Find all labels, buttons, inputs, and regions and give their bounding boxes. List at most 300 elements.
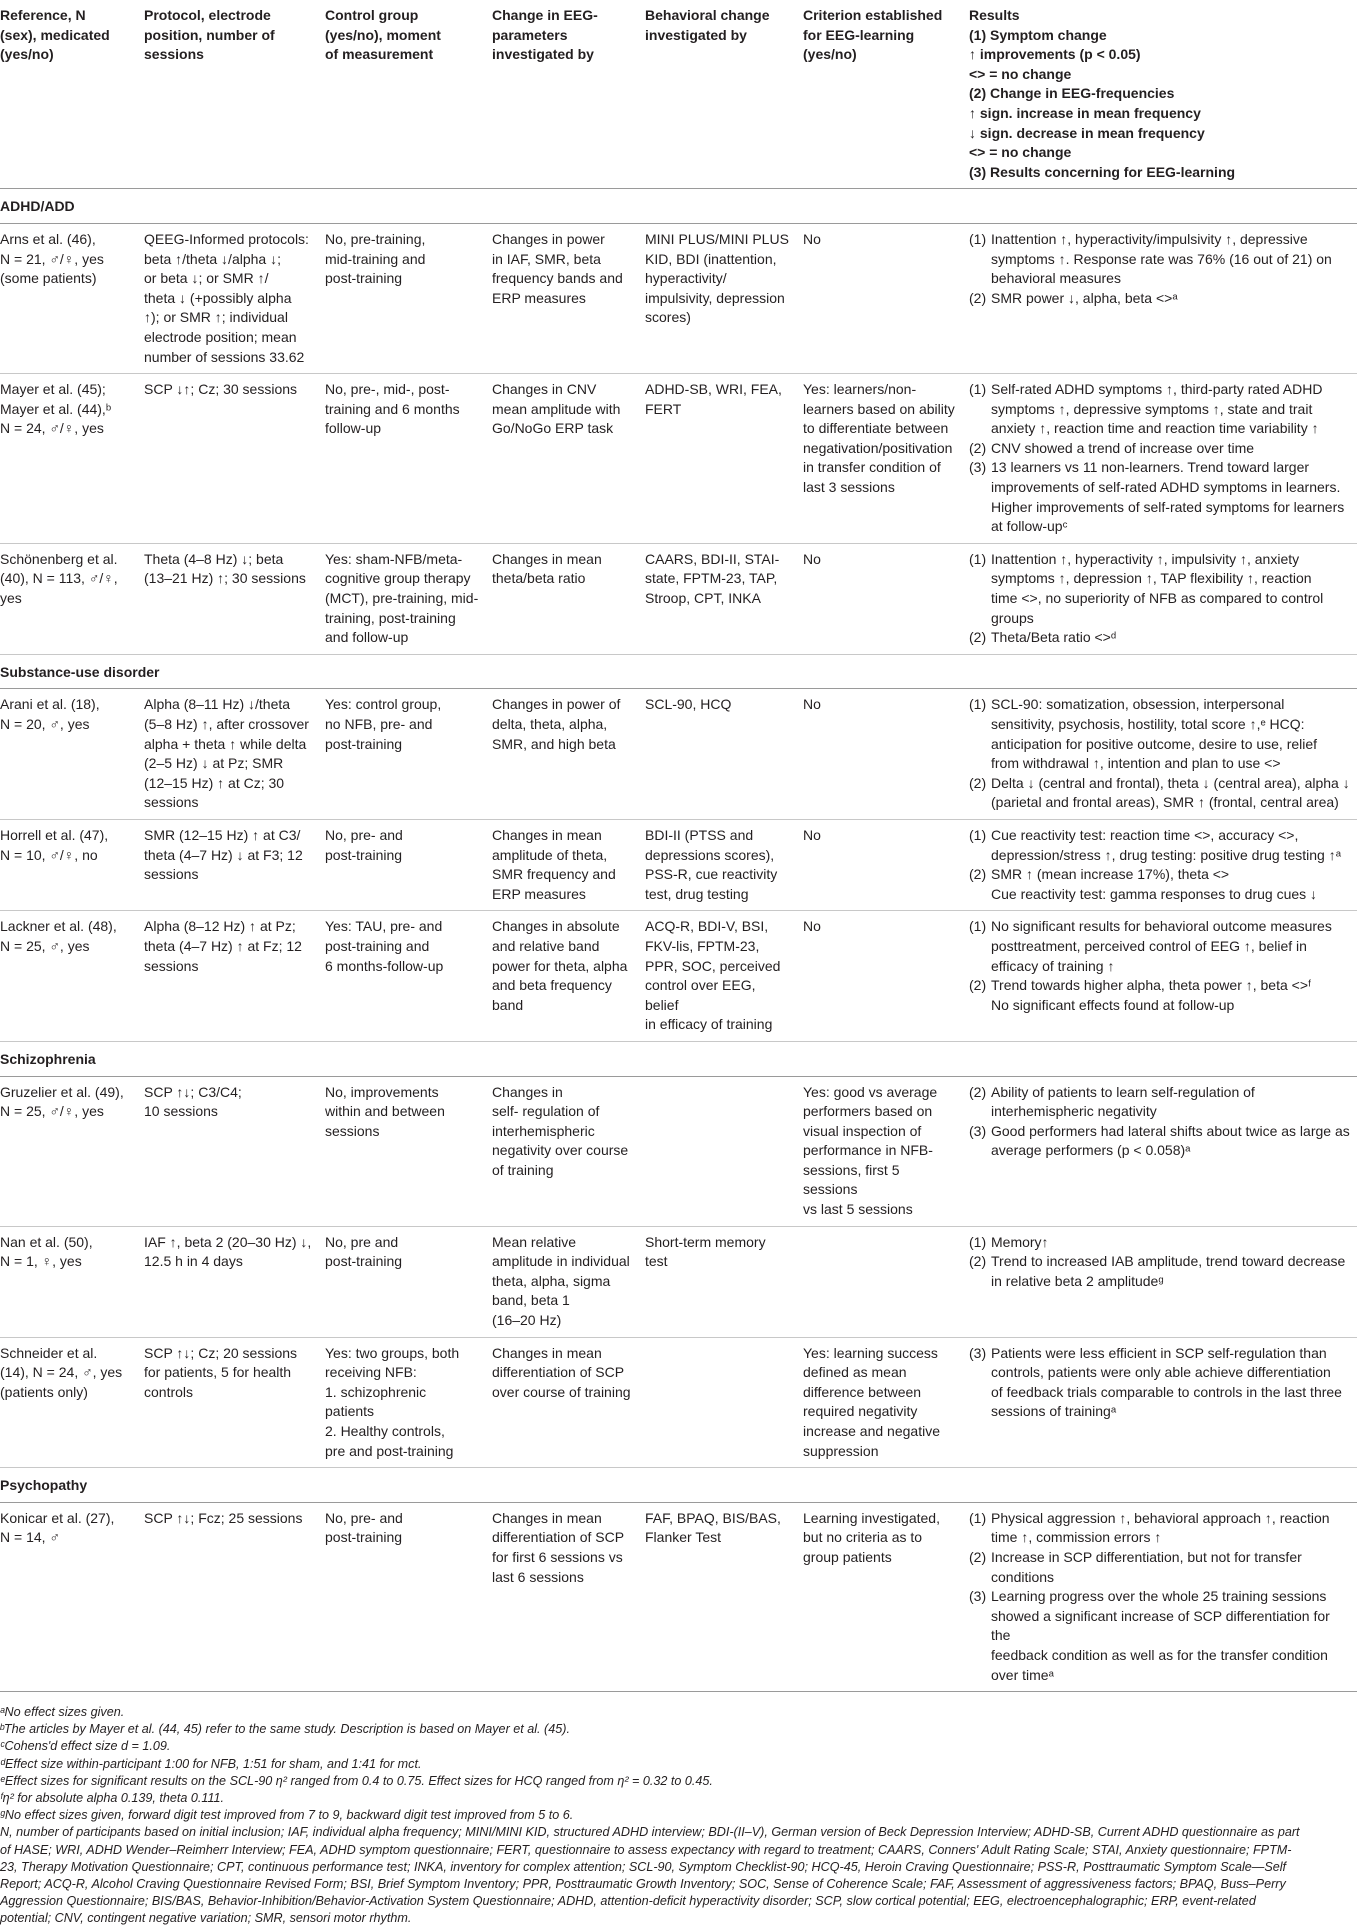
cell-line: 10 sessions bbox=[144, 1103, 218, 1120]
cell-line: N = 25, ♂/♀, yes bbox=[0, 1103, 104, 1120]
criterion-cell bbox=[797, 689, 963, 820]
cell-line: CNV showed a trend of increase over time bbox=[991, 439, 1255, 456]
result-item bbox=[969, 230, 1351, 289]
cell-line: within and between bbox=[325, 1103, 445, 1120]
cell-line: KID, BDI (inattention, bbox=[645, 250, 777, 267]
footnote-line: Report; ACQ-R, Alcohol Craving Questionnaire Revised Form; BSI, Brief Symptom Inventory; PPR, Posttraumatic Growth Inventory; SOC, Sense of Coherence Scale; FAF, Assessment of aggressiveness factors; BPAQ, Buss–Perry bbox=[0, 1877, 1286, 1892]
cell-line: Alpha (8–11 Hz) ↓/theta bbox=[144, 696, 291, 713]
cell-line: training, post-training bbox=[325, 609, 456, 626]
cell-line: Flanker Test bbox=[645, 1529, 721, 1546]
cell-line: band, beta 1 bbox=[492, 1292, 570, 1309]
cell-line: SCL-90, HCQ bbox=[645, 696, 732, 713]
result-item bbox=[969, 917, 1351, 976]
eeg-parameters-cell bbox=[486, 543, 639, 654]
section-heading-row bbox=[0, 1468, 1357, 1503]
cell-line: (1) Symptom change bbox=[969, 26, 1107, 43]
section-heading: Psychopathy bbox=[0, 1468, 1357, 1503]
results-cell bbox=[963, 1226, 1357, 1337]
criterion-cell bbox=[797, 223, 963, 373]
cell-line: post-training bbox=[325, 1253, 403, 1270]
result-number: (3) bbox=[969, 1344, 987, 1361]
protocol-cell bbox=[138, 1502, 319, 1691]
result-item bbox=[969, 826, 1351, 865]
cell-line: suppression bbox=[803, 1442, 879, 1459]
result-number: (2) bbox=[969, 866, 987, 883]
cell-line: impulsivity, depression bbox=[645, 289, 785, 306]
result-number: (3) bbox=[969, 1122, 987, 1139]
cell-line: Good performers had lateral shifts about twice as large as bbox=[991, 1122, 1350, 1139]
protocol-cell bbox=[138, 374, 319, 544]
cell-line: Schönenberg et al. bbox=[0, 550, 118, 567]
cell-line: performers based on bbox=[803, 1103, 933, 1120]
criterion-cell bbox=[797, 911, 963, 1042]
result-item bbox=[969, 458, 1351, 536]
results-cell bbox=[963, 1337, 1357, 1468]
results-cell bbox=[963, 223, 1357, 373]
result-text bbox=[991, 458, 1351, 536]
result-number: (1) bbox=[969, 918, 987, 935]
cell-line: (5–8 Hz) ↑, after crossover bbox=[144, 716, 309, 732]
reference-cell bbox=[0, 1076, 138, 1226]
results-cell bbox=[963, 689, 1357, 820]
cell-line: for first 6 sessions vs bbox=[492, 1548, 623, 1565]
cell-line: groups bbox=[991, 609, 1034, 626]
cell-line: (sex), medicated bbox=[0, 26, 110, 43]
cell-line: sessions bbox=[144, 794, 199, 811]
cell-line: performance in NFB- bbox=[803, 1142, 933, 1159]
cell-line: band bbox=[492, 996, 524, 1013]
cell-line: theta/beta ratio bbox=[492, 570, 586, 587]
cell-line: required negativity bbox=[803, 1403, 918, 1420]
footnote-line: ᵃNo effect sizes given. bbox=[0, 1705, 125, 1719]
protocol-cell bbox=[138, 911, 319, 1042]
cell-line: N = 24, ♂/♀, yes bbox=[0, 420, 104, 437]
cell-line: SMR (12–15 Hz) ↑ at C3/ bbox=[144, 826, 301, 843]
result-item bbox=[969, 1548, 1351, 1587]
result-item bbox=[969, 695, 1351, 773]
cell-line: Learning progress over the whole 25 training sessions bbox=[991, 1588, 1327, 1605]
eeg-parameters-cell bbox=[486, 819, 639, 910]
footnote-line: ᵈEffect size within-participant 1:00 for NFB, 1:51 for sham, and 1:41 for mct. bbox=[0, 1756, 422, 1771]
cell-line: Change in EEG- bbox=[492, 7, 598, 23]
result-number: (1) bbox=[969, 696, 987, 713]
results-cell bbox=[963, 911, 1357, 1042]
cell-line: Protocol, electrode bbox=[144, 7, 271, 23]
result-item bbox=[969, 1252, 1351, 1291]
cell-line: post-training and bbox=[325, 937, 430, 954]
section-heading-row bbox=[0, 1041, 1357, 1076]
control-group-cell bbox=[319, 223, 486, 373]
cell-line: at follow-upᶜ bbox=[991, 518, 1068, 535]
cell-line: time <>, no superiority of NFB as compared to control bbox=[991, 590, 1324, 607]
result-item bbox=[969, 1509, 1351, 1548]
table-body bbox=[0, 189, 1357, 1692]
cell-line: visual inspection of bbox=[803, 1122, 922, 1139]
cell-line: post-training bbox=[325, 270, 403, 287]
result-text bbox=[991, 289, 1351, 309]
criterion-cell bbox=[797, 1226, 963, 1337]
behavioral-change-cell bbox=[639, 1502, 797, 1691]
cell-line: (13–21 Hz) ↑; 30 sessions bbox=[144, 570, 306, 587]
header-results bbox=[963, 0, 1357, 189]
cell-line: interhemispheric negativity bbox=[991, 1103, 1157, 1120]
result-item bbox=[969, 550, 1351, 628]
cell-line: Changes in bbox=[492, 1083, 563, 1100]
result-number: (1) bbox=[969, 550, 987, 567]
cell-line: Changes in mean bbox=[492, 1509, 602, 1526]
footnote-line: ᵇThe articles by Mayer et al. (44, 45) refer to the same study. Description is based on Mayer et al. (45). bbox=[0, 1722, 570, 1737]
section-heading: Schizophrenia bbox=[0, 1041, 1357, 1076]
control-group-cell bbox=[319, 374, 486, 544]
result-item bbox=[969, 774, 1351, 813]
behavioral-change-cell bbox=[639, 1337, 797, 1468]
cell-line: Inattention ↑, hyperactivity ↑, impulsivity ↑, anxiety bbox=[991, 550, 1300, 567]
cell-line: Yes: learning success bbox=[803, 1344, 938, 1361]
cell-line: power for theta, alpha bbox=[492, 957, 628, 974]
cell-line: Changes in CNV bbox=[492, 381, 597, 398]
cell-line: differentiation of SCP bbox=[492, 1529, 625, 1546]
cell-line: electrode position; mean bbox=[144, 328, 297, 345]
control-group-cell bbox=[319, 911, 486, 1042]
cell-line: last 6 sessions bbox=[492, 1568, 584, 1585]
cell-line: (MCT), pre-training, mid- bbox=[325, 590, 479, 607]
cell-line: Self-rated ADHD symptoms ↑, third-party rated ADHD bbox=[991, 381, 1323, 398]
cell-line: average performers (p < 0.058)ᵃ bbox=[991, 1142, 1191, 1159]
cell-line: Nan et al. (50), bbox=[0, 1233, 93, 1250]
cell-line: Mayer et al. (44),ᵇ bbox=[0, 400, 112, 417]
cell-line: pre and post-training bbox=[325, 1442, 454, 1459]
result-number: (1) bbox=[969, 1233, 987, 1250]
cell-line: Yes: two groups, both bbox=[325, 1344, 460, 1361]
footnote-line: ᵍNo effect sizes given, forward digit test improved from 7 to 9, backward digit test improved from 5 to 6. bbox=[0, 1808, 574, 1823]
cell-line: No significant results for behavioral outcome measures bbox=[991, 918, 1332, 935]
cell-line: (2) Change in EEG-frequencies bbox=[969, 85, 1175, 102]
cell-line: investigated by bbox=[492, 46, 594, 63]
result-item bbox=[969, 289, 1351, 309]
header-eeg-parameters bbox=[486, 0, 639, 189]
cell-line: SMR frequency and bbox=[492, 866, 616, 883]
cell-line: No, improvements bbox=[325, 1083, 439, 1100]
result-item bbox=[969, 1587, 1351, 1685]
result-text bbox=[991, 1548, 1351, 1587]
cell-line: (2–5 Hz) ↓ at Pz; SMR bbox=[144, 755, 284, 772]
cell-line: Criterion established bbox=[803, 7, 943, 23]
result-item bbox=[969, 1122, 1351, 1161]
cell-line: over timeᵃ bbox=[991, 1666, 1054, 1683]
cell-line: difference between bbox=[803, 1383, 922, 1400]
results-cell bbox=[963, 543, 1357, 654]
cell-line: theta (4–7 Hz) ↓ at F3; 12 bbox=[144, 846, 303, 863]
cell-line: control over EEG, belief bbox=[645, 977, 756, 1013]
cell-line: FKV-lis, FPTM-23, bbox=[645, 937, 760, 954]
behavioral-change-cell bbox=[639, 819, 797, 910]
cell-line: ERP measures bbox=[492, 885, 586, 902]
cell-line: delta, theta, alpha, bbox=[492, 716, 608, 732]
footnote-line: 23, Therapy Motivation Questionnaire; CPT, continuous performance test; INKA, inventory for complex attention; SCL-90, Symptom Checklist-90; HCQ-45, Heroin Craving Questionnaire; PSS-R, Posttraumatic Symptom Scale—Self bbox=[0, 1859, 1287, 1874]
cell-line: PSS-R, cue reactivity bbox=[645, 866, 778, 883]
cell-line: N = 25, ♂, yes bbox=[0, 937, 90, 954]
cell-line: increase and negative bbox=[803, 1423, 940, 1439]
header-criterion bbox=[797, 0, 963, 189]
cell-line: theta (4–7 Hz) ↑ at Fz; 12 bbox=[144, 937, 302, 954]
cell-line: Yes: TAU, pre- and bbox=[325, 918, 443, 935]
eeg-parameters-cell bbox=[486, 1337, 639, 1468]
cell-line: mean amplitude with bbox=[492, 400, 621, 417]
cell-line: Stroop, CPT, INKA bbox=[645, 590, 761, 607]
cell-line: in efficacy of training bbox=[645, 1016, 773, 1033]
cell-line: feedback condition as well as for the transfer condition bbox=[991, 1646, 1328, 1663]
section-heading: Substance-use disorder bbox=[0, 654, 1357, 689]
table-row bbox=[0, 819, 1357, 910]
cell-line: theta ↓ (+possibly alpha bbox=[144, 289, 292, 306]
cell-line: 2. Healthy controls, bbox=[325, 1423, 445, 1439]
cell-line: of feedback trials comparable to controls in the last three bbox=[991, 1383, 1342, 1400]
cell-line: from withdrawal ↑, intention and plan to use <> bbox=[991, 755, 1281, 772]
cell-line: post-training bbox=[325, 1529, 403, 1546]
cell-line: <> = no change bbox=[969, 65, 1072, 82]
cell-line: Yes: learners/non- bbox=[803, 381, 917, 398]
cell-line: ADHD-SB, WRI, FEA, bbox=[645, 381, 782, 398]
cell-line: symptoms ↑, depression ↑, TAP flexibility ↑, reaction bbox=[991, 570, 1312, 587]
cell-line: for patients, 5 for health bbox=[144, 1364, 292, 1381]
table-row bbox=[0, 911, 1357, 1042]
control-group-cell bbox=[319, 1337, 486, 1468]
cell-line: post-training bbox=[325, 735, 403, 752]
results-cell bbox=[963, 1502, 1357, 1691]
result-number: (2) bbox=[969, 439, 987, 456]
cell-line: No, pre- and bbox=[325, 1509, 403, 1526]
reference-cell bbox=[0, 1502, 138, 1691]
cell-line: number of sessions 33.62 bbox=[144, 348, 305, 365]
table-row bbox=[0, 689, 1357, 820]
cell-line: Theta (4–8 Hz) ↓; beta bbox=[144, 550, 284, 567]
cell-line: depression/stress ↑, drug testing: positive drug testing ↑ᵃ bbox=[991, 846, 1341, 863]
cell-line: beta ↑/theta ↓/alpha ↓; bbox=[144, 250, 281, 267]
result-item bbox=[969, 865, 1351, 904]
cell-line: for EEG-learning bbox=[803, 26, 915, 43]
cell-line: N = 14, ♂ bbox=[0, 1529, 60, 1546]
cell-line: and follow-up bbox=[325, 629, 409, 646]
result-text bbox=[991, 1252, 1351, 1291]
cell-line: N = 10, ♂/♀, no bbox=[0, 846, 98, 863]
result-item bbox=[969, 439, 1351, 459]
cell-line: N = 20, ♂, yes bbox=[0, 716, 90, 732]
eeg-parameters-cell bbox=[486, 223, 639, 373]
criterion-cell bbox=[797, 819, 963, 910]
cell-line: Go/NoGo ERP task bbox=[492, 420, 614, 437]
cell-line: alpha + theta ↑ while delta bbox=[144, 735, 307, 752]
cell-line: of training bbox=[492, 1161, 554, 1178]
header-control-group bbox=[319, 0, 486, 189]
cell-line: (yes/no) bbox=[0, 46, 54, 63]
cell-line: Trend towards higher alpha, theta power ↑, beta <>ᶠ bbox=[991, 977, 1312, 994]
protocol-cell bbox=[138, 1226, 319, 1337]
protocol-cell bbox=[138, 1076, 319, 1226]
cell-line: cognitive group therapy bbox=[325, 570, 471, 587]
cell-line: No significant effects found at follow-up bbox=[991, 996, 1235, 1013]
result-text bbox=[991, 439, 1351, 459]
cell-line: Trend to increased IAB amplitude, trend toward decrease bbox=[991, 1253, 1346, 1270]
protocol-cell bbox=[138, 819, 319, 910]
result-number: (2) bbox=[969, 1253, 987, 1270]
cell-line: test, drug testing bbox=[645, 885, 749, 902]
cell-line: SCP ↑↓; Fcz; 25 sessions bbox=[144, 1509, 303, 1526]
cell-line: ↑); or SMR ↑; individual bbox=[144, 309, 288, 326]
cell-line: 13 learners vs 11 non-learners. Trend toward larger bbox=[991, 459, 1310, 476]
cell-line: parameters bbox=[492, 26, 568, 43]
cell-line: SMR, and high beta bbox=[492, 735, 616, 752]
cell-line: QEEG-Informed protocols: bbox=[144, 230, 309, 247]
cell-line: Reference, N bbox=[0, 7, 86, 23]
cell-line: SCP ↑↓; C3/C4; bbox=[144, 1083, 242, 1100]
result-number: (1) bbox=[969, 381, 987, 398]
table-row bbox=[0, 1337, 1357, 1468]
result-number: (1) bbox=[969, 230, 987, 247]
cell-line: self- regulation of bbox=[492, 1103, 600, 1120]
cell-line: Changes in absolute bbox=[492, 918, 620, 935]
reference-cell bbox=[0, 543, 138, 654]
protocol-cell bbox=[138, 1337, 319, 1468]
cell-line: patients bbox=[325, 1403, 375, 1420]
result-text bbox=[991, 550, 1351, 628]
cell-line: Delta ↓ (central and frontal), theta ↓ (central area), alpha ↓ bbox=[991, 774, 1350, 791]
cell-line: (16–20 Hz) bbox=[492, 1312, 562, 1329]
result-item bbox=[969, 380, 1351, 439]
behavioral-change-cell bbox=[639, 374, 797, 544]
eeg-parameters-cell bbox=[486, 1502, 639, 1691]
criterion-cell bbox=[797, 543, 963, 654]
cell-line: but no criteria as to bbox=[803, 1529, 923, 1546]
cell-line: sessions of trainingᵃ bbox=[991, 1403, 1117, 1420]
result-number: (1) bbox=[969, 1509, 987, 1526]
control-group-cell bbox=[319, 1076, 486, 1226]
cell-line: (12–15 Hz) ↑ at Cz; 30 bbox=[144, 774, 285, 791]
table-row bbox=[0, 543, 1357, 654]
cell-line: behavioral measures bbox=[991, 270, 1121, 287]
cell-line: FAF, BPAQ, BIS/BAS, bbox=[645, 1509, 781, 1526]
cell-line: 6 months-follow-up bbox=[325, 957, 444, 974]
cell-line: test bbox=[645, 1253, 668, 1270]
reference-cell bbox=[0, 1226, 138, 1337]
table-header-row bbox=[0, 0, 1357, 189]
result-text bbox=[991, 380, 1351, 439]
cell-line: in relative beta 2 amplitudeᵍ bbox=[991, 1272, 1164, 1289]
cell-line: Behavioral change bbox=[645, 7, 770, 23]
behavioral-change-cell bbox=[639, 911, 797, 1042]
cell-line: IAF ↑, beta 2 (20–30 Hz) ↓, bbox=[144, 1233, 312, 1250]
cell-line: mid-training and bbox=[325, 250, 426, 267]
footnote-line: Aggression Questionnaire; BIS/BAS, Behavior-Inhibition/Behavior-Activation System Questionnaire; ADHD, attention-deficit hyperactivity disorder; SCP, slow cortical potential; EEG, electroencephalographic; ERP, event-related bbox=[0, 1894, 1256, 1909]
cell-line: (40), N = 113, ♂/♀, bbox=[0, 570, 118, 587]
cell-line: hyperactivity/ bbox=[645, 270, 727, 287]
table-footnotes bbox=[0, 1704, 1350, 1928]
result-number: (2) bbox=[969, 977, 987, 994]
cell-line: Gruzelier et al. (49), bbox=[0, 1083, 124, 1100]
cell-line: No bbox=[803, 826, 821, 843]
cell-line: Changes in mean bbox=[492, 826, 602, 843]
cell-line: SMR power ↓, alpha, beta <>ᵃ bbox=[991, 289, 1178, 306]
cell-line: post-training bbox=[325, 846, 403, 863]
cell-line: follow-up bbox=[325, 420, 382, 437]
reference-cell bbox=[0, 911, 138, 1042]
result-number: (3) bbox=[969, 1588, 987, 1605]
cell-line: Konicar et al. (27), bbox=[0, 1509, 115, 1526]
cell-line: sessions, first 5 sessions bbox=[803, 1161, 900, 1198]
result-text bbox=[991, 1509, 1351, 1548]
cell-line: No bbox=[803, 230, 821, 247]
result-item bbox=[969, 1083, 1351, 1122]
result-text bbox=[991, 628, 1351, 648]
cell-line: receiving NFB: bbox=[325, 1364, 417, 1381]
cell-line: sessions bbox=[144, 46, 204, 63]
cell-line: MINI PLUS/MINI PLUS bbox=[645, 230, 789, 247]
result-text bbox=[991, 1233, 1351, 1253]
cell-line: 1. schizophrenic bbox=[325, 1383, 427, 1400]
footnote-line: of HASE; WRI, ADHD Wender–Reimherr Interview; FEA, ADHD symptom questionnaire; FERT, questionnaire to assess expectancy with regard to treatment; CAARS, Conners' Adult Rating Scale; STAI, Anxiety questionnaire; FPTM- bbox=[0, 1842, 1292, 1857]
eeg-parameters-cell bbox=[486, 374, 639, 544]
cell-line: SCP ↓↑; Cz; 30 sessions bbox=[144, 381, 298, 398]
cell-line: Patients were less efficient in SCP self-regulation than bbox=[991, 1344, 1327, 1361]
criterion-cell bbox=[797, 374, 963, 544]
cell-line: No, pre-, mid-, post- bbox=[325, 381, 450, 398]
table-row bbox=[0, 223, 1357, 373]
eeg-parameters-cell bbox=[486, 689, 639, 820]
control-group-cell bbox=[319, 819, 486, 910]
cell-line: Changes in power bbox=[492, 230, 605, 247]
behavioral-change-cell bbox=[639, 1226, 797, 1337]
cell-line: state, FPTM-23, TAP, bbox=[645, 570, 778, 587]
cell-line: of measurement bbox=[325, 46, 434, 63]
reference-cell bbox=[0, 1337, 138, 1468]
protocol-cell bbox=[138, 689, 319, 820]
table-row bbox=[0, 1076, 1357, 1226]
cell-line: CAARS, BDI-II, STAI- bbox=[645, 550, 780, 567]
cell-line: Changes in power of bbox=[492, 696, 621, 713]
cell-line: anxiety ↑, reaction time and reaction time variability ↑ bbox=[991, 420, 1319, 437]
eeg-parameters-cell bbox=[486, 1076, 639, 1226]
cell-line: efficacy of training ↑ bbox=[991, 957, 1115, 974]
criterion-cell bbox=[797, 1502, 963, 1691]
control-group-cell bbox=[319, 543, 486, 654]
cell-line: sessions bbox=[325, 1122, 380, 1139]
header-behavioral-change bbox=[639, 0, 797, 189]
cell-line: ↑ sign. increase in mean frequency bbox=[969, 104, 1201, 121]
cell-line: No, pre and bbox=[325, 1233, 399, 1250]
cell-line: (yes/no) bbox=[803, 46, 857, 63]
eeg-parameters-cell bbox=[486, 1226, 639, 1337]
cell-line: interhemispheric bbox=[492, 1122, 595, 1139]
cell-line: Changes in mean bbox=[492, 1344, 602, 1361]
cell-line: No, pre-training, bbox=[325, 230, 426, 247]
cell-line: Yes: control group, bbox=[325, 696, 442, 713]
cell-line: frequency bands and bbox=[492, 270, 623, 287]
control-group-cell bbox=[319, 689, 486, 820]
cell-line: yes bbox=[0, 590, 22, 607]
cell-line: Higher improvements of self-rated symptoms for learners bbox=[991, 498, 1345, 515]
reference-cell bbox=[0, 223, 138, 373]
result-text bbox=[991, 976, 1351, 1015]
cell-line: theta, alpha, sigma bbox=[492, 1272, 611, 1289]
result-number: (3) bbox=[969, 459, 987, 476]
cell-line: or beta ↓; or SMR ↑/ bbox=[144, 270, 269, 287]
eeg-parameters-cell bbox=[486, 911, 639, 1042]
cell-line: learners based on ability bbox=[803, 400, 955, 417]
result-item bbox=[969, 976, 1351, 1015]
cell-line: and relative band bbox=[492, 937, 600, 954]
result-text bbox=[991, 1122, 1351, 1161]
cell-line: No, pre- and bbox=[325, 826, 403, 843]
cell-line: training and 6 months bbox=[325, 400, 460, 417]
